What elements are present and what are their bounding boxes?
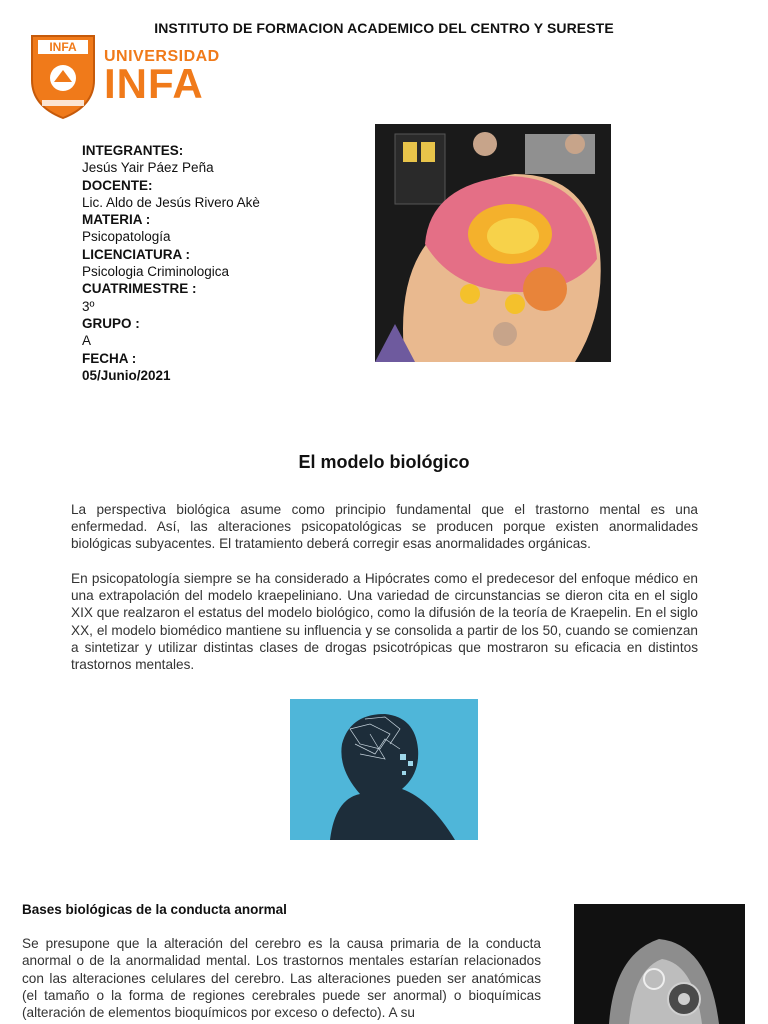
paragraph-bases: Se presupone que la alteración del cerebro es la causa primaria de la conducta anormal o de la anormalidad mental. Los trastornos mentales estarían relacionados con las alteraciones celulares del cerebro. Las alteraciones pueden ser anatómicas (el tamaño o la forma de regiones cerebrales puede ser anormal) o bioquímicas (alteración de elementos bioquímicos por exceso o defecto). A su xyxy=(22,936,541,1021)
logo-infa-text: INFA xyxy=(104,60,204,107)
cover-info xyxy=(82,142,362,384)
grupo-value: A xyxy=(82,333,92,349)
materia-label: MATERIA : xyxy=(82,212,151,228)
cuatrimestre-value: 3º xyxy=(82,298,95,314)
docente-label: DOCENTE: xyxy=(82,177,153,193)
materia-value: Psicopatología xyxy=(82,229,171,245)
paragraph-intro: La perspectiva biológica asume como principio fundamental que el trastorno mental es una enfermedad. Así, las alteraciones psicopatológicas se producen porque existen anormalidades biológicas subyacentes. El tratamiento deberá corregir esas anormalidades orgánicas. xyxy=(71,502,698,552)
brain-illustration-image xyxy=(375,124,611,362)
logo-university-text: UNIVERSIDAD xyxy=(104,48,220,65)
grupo-label: GRUPO : xyxy=(82,315,140,331)
mechanical-head-image xyxy=(574,904,745,1024)
fecha-label: FECHA : xyxy=(82,350,137,366)
institution-header: INSTITUTO DE FORMACION ACADEMICO DEL CENTRO Y SURESTE xyxy=(154,20,614,36)
integrantes-label: INTEGRANTES: xyxy=(82,143,184,158)
fecha-value: 05/Junio/2021 xyxy=(82,367,171,383)
university-shield-logo xyxy=(28,30,98,120)
subsection-title: Bases biológicas de la conducta anormal xyxy=(22,902,287,917)
digital-head-image xyxy=(290,699,478,840)
licenciatura-label: LICENCIATURA : xyxy=(82,246,190,262)
docente-value: Lic. Aldo de Jesús Rivero Akè xyxy=(82,194,260,210)
paragraph-history: En psicopatología siempre se ha considerado a Hipócrates como el predecesor del enfoque médico en una extrapolación del modelo kraepeliniano. Una variedad de circunstancias se dieron cita en el siglo XIX que realzaron el estatus del modelo biológico, como la difusión de la teoría de Kraepelin. En el siglo XX, el modelo biomédico mantiene su influencia y se consolida a partir de los 50, cuando se comienzan a sintetizar y utilizar distintas clases de drogas psicotrópicas que mostraron su eficacia en distintos trastornos mentales. xyxy=(71,571,698,673)
svg-text:INFA: INFA xyxy=(49,40,77,54)
integrantes-value: Jesús Yair Páez Peña xyxy=(82,160,214,176)
cuatrimestre-label: CUATRIMESTRE : xyxy=(82,281,197,297)
section-title: El modelo biológico xyxy=(298,452,470,472)
licenciatura-value: Psicologia Criminologica xyxy=(82,264,230,280)
